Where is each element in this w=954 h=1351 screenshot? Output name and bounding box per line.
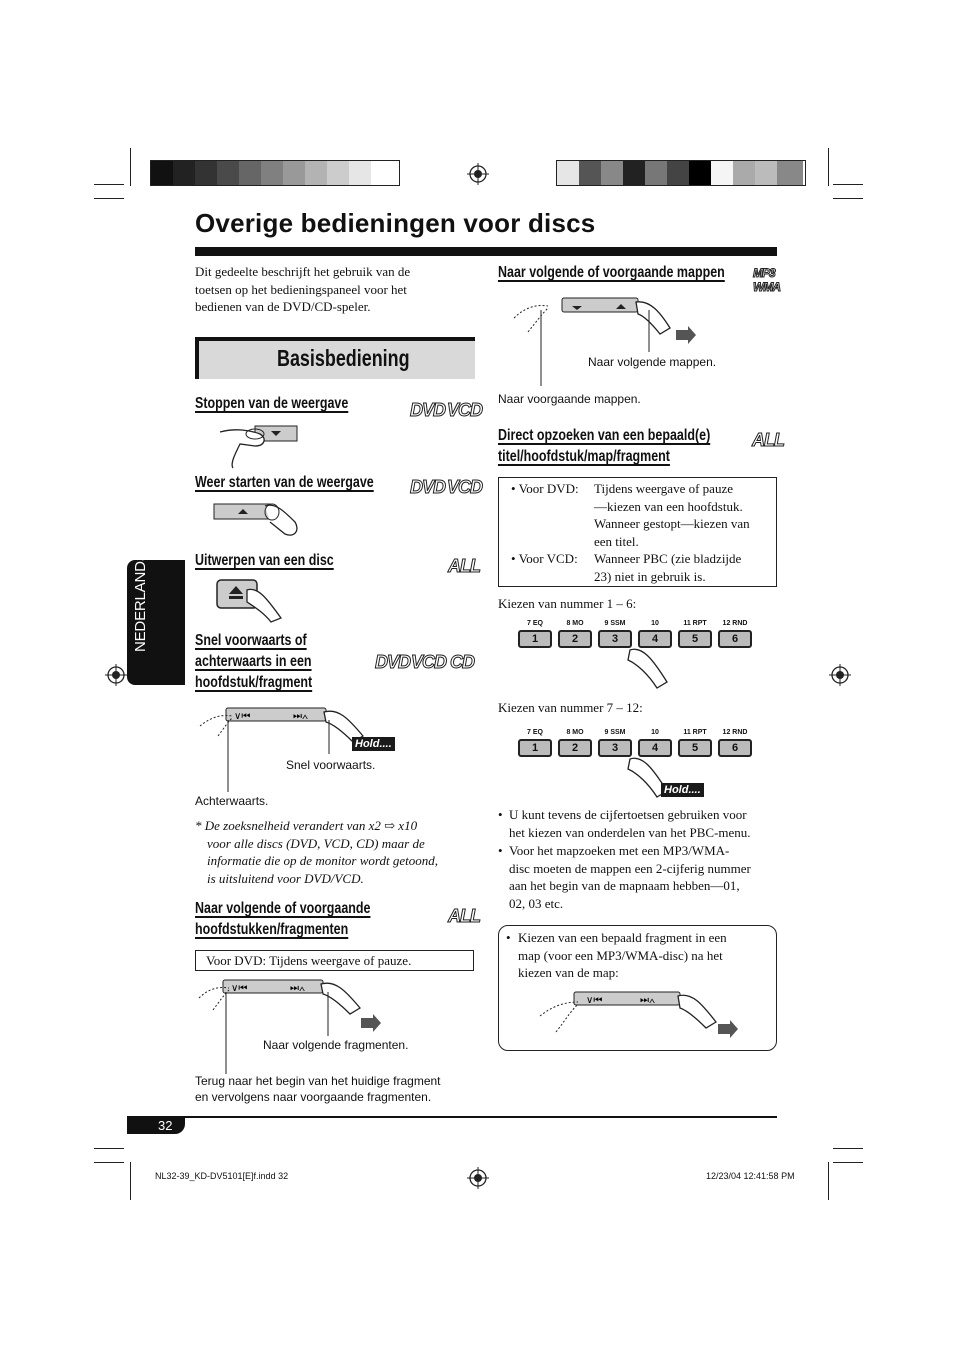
intro-text: Dit gedeelte beschrijft het gebruik van de toetsen op het bedieningspaneel voor het bedienen van de DVD/CD-speler.	[195, 264, 411, 315]
svg-text:⏭∧: ⏭∧	[293, 711, 309, 722]
fragment-buttons-illustration	[536, 986, 746, 1048]
fast-forward-label: Snel voorwaarts.	[286, 758, 376, 772]
svg-text:⏭∧: ⏭∧	[290, 983, 306, 994]
svg-text:∨⏮: ∨⏮	[586, 995, 603, 1006]
vcd-badge: VCD	[411, 652, 447, 672]
choose-1-6-label: Kiezen van nummer 1 – 6:	[498, 596, 637, 611]
dvd-badge: DVD	[410, 477, 446, 497]
next-track-label: Naar volgende fragmenten.	[263, 1038, 409, 1052]
number-key-6[interactable]: 6	[718, 630, 752, 648]
svg-text:∨⏮: ∨⏮	[234, 711, 251, 722]
number-key-1[interactable]: 1	[518, 739, 552, 757]
choose-7-12-label: Kiezen van nummer 7 – 12:	[498, 700, 643, 715]
rewind-label: Achterwaarts.	[195, 794, 269, 808]
chapter-buttons-illustration	[195, 976, 385, 1076]
folder-heading: Naar volgende of voorgaande mappen	[498, 264, 725, 281]
seek-buttons-illustration	[198, 700, 378, 800]
direct-heading: Direct opzoeken van een bepaald(e) titel/hoofdstuk/map/fragment	[498, 427, 711, 465]
folder-buttons-illustration	[510, 294, 700, 388]
mp3-badge: MP3	[753, 266, 775, 280]
number-key-3[interactable]: 3	[598, 630, 632, 648]
title-rule	[195, 247, 777, 256]
registration-target-icon	[467, 1167, 489, 1189]
number-key-6[interactable]: 6	[718, 739, 752, 757]
number-key-5[interactable]: 5	[678, 630, 712, 648]
footer-date: 12/23/04 12:41:58 PM	[706, 1171, 795, 1181]
play-button-illustration	[210, 498, 310, 548]
section-title: Basisbediening	[277, 345, 410, 371]
registration-target-icon	[829, 664, 851, 686]
number-key-3[interactable]: 3	[598, 739, 632, 757]
dvd-badge: DVD	[375, 652, 411, 672]
vcd-badge: VCD	[447, 400, 483, 420]
stop-heading: Stoppen van de weergave	[195, 395, 349, 412]
number-keypad-7-12: 7 EQ 8 MO 9 SSM 10 11 RPT 12 RND 1 2 3 4 5 6	[518, 729, 758, 769]
footer-file: NL32-39_KD-DV5101[E]f.indd 32	[155, 1171, 289, 1181]
number-key-4[interactable]: 4	[638, 630, 672, 648]
language-tab-label: NEDERLANDS	[132, 551, 149, 652]
prev-track-label: Terug naar het begin van het huidige fragment en vervolgens naar voorgaande fragmenten.	[195, 1074, 441, 1104]
cd-badge: CD	[450, 652, 474, 672]
chapter-note-box: Voor DVD: Tijdens weergave of pauze.	[195, 950, 474, 971]
speed-note: * De zoeksnelheid verandert van x2 ⇨ x10 voor alle discs (DVD, VCD, CD) maar de informatie die op de monitor wordt getoond, is uitsluitend voor DVD/VCD.	[195, 818, 438, 887]
number-key-5[interactable]: 5	[678, 739, 712, 757]
play-heading: Weer starten van de weergave	[195, 474, 374, 491]
prev-folder-label: Naar voorgaande mappen.	[498, 392, 641, 406]
all-badge: ALL	[752, 430, 784, 450]
svg-text:⏭∧: ⏭∧	[640, 995, 656, 1006]
registration-target-icon	[467, 163, 489, 185]
finger-icon	[622, 640, 682, 692]
direct-info-box: • Voor DVD: Tijdens weergave of pauze —kiezen van een hoofdstuk. Wanneer gestopt—kiezen van een titel. • Voor VCD: Wanneer PBC (zie bladzijde 23) niet in gebruik is.	[498, 477, 777, 587]
page-title: Overige bedieningen voor discs	[195, 208, 596, 238]
vcd-badge: VCD	[447, 477, 483, 497]
number-key-1[interactable]: 1	[518, 630, 552, 648]
eject-button-illustration	[213, 576, 293, 628]
next-folder-label: Naar volgende mappen.	[588, 355, 717, 369]
dvd-badge: DVD	[410, 400, 446, 420]
number-key-4[interactable]: 4	[638, 739, 672, 757]
svg-text:∨⏮: ∨⏮	[231, 983, 248, 994]
number-key-2[interactable]: 2	[558, 739, 592, 757]
page-number: 32	[158, 1118, 173, 1133]
page-number-tab	[127, 1117, 185, 1134]
stop-button-illustration	[215, 420, 315, 470]
hold-badge: Hold....	[661, 783, 704, 797]
number-key-2[interactable]: 2	[558, 630, 592, 648]
all-badge: ALL	[448, 906, 480, 926]
number-keypad-1-6: 7 EQ 8 MO 9 SSM 10 11 RPT 12 RND 1 2 3 4 5 6	[518, 620, 758, 660]
all-badge: ALL	[448, 556, 480, 576]
eject-heading: Uitwerpen van een disc	[195, 552, 334, 569]
seek-heading: Snel voorwaarts of achterwaarts in een hoofdstuk/fragment	[195, 632, 313, 691]
wma-badge: WMA	[753, 280, 780, 294]
hold-badge: Hold....	[352, 737, 395, 751]
registration-target-icon	[105, 664, 127, 686]
chapter-heading: Naar volgende of voorgaande hoofdstukken/fragmenten	[195, 900, 371, 938]
footer-rule	[127, 1116, 777, 1118]
